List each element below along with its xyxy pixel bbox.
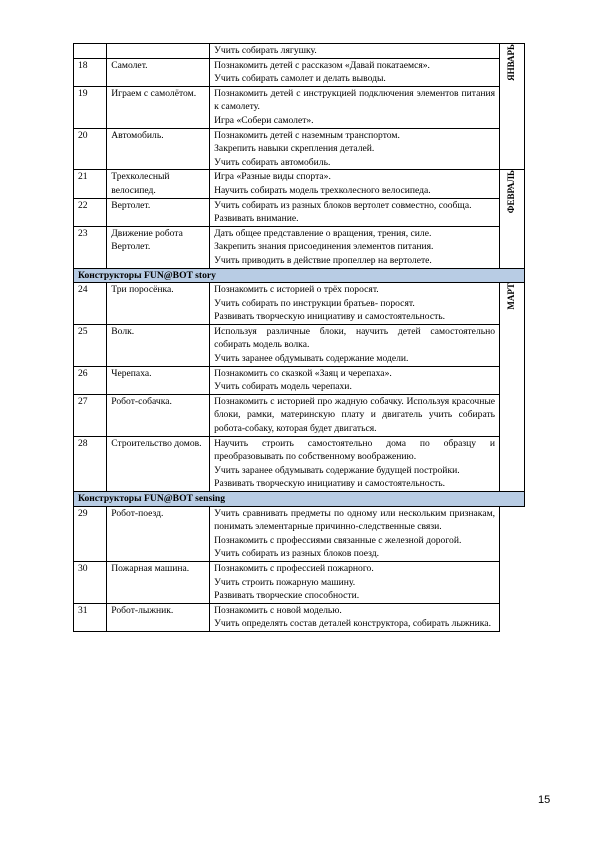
task-line: Учить собирать модель черепахи. xyxy=(214,381,352,393)
month-label: ФЕВРАЛЬ xyxy=(506,170,517,214)
task-line: Учить собирать самолет и делать выводы. xyxy=(214,73,386,85)
lesson-tasks xyxy=(210,226,500,268)
lesson-tasks xyxy=(210,58,500,86)
lesson-topic xyxy=(107,44,210,59)
lesson-tasks xyxy=(210,170,500,198)
section-header-row xyxy=(74,492,525,507)
lesson-tasks xyxy=(210,561,500,603)
task-line: Учить приводить в действие пропеллер на вертолете. xyxy=(214,254,432,266)
lesson-tasks xyxy=(210,283,500,325)
lesson-row xyxy=(74,436,525,491)
task-line: Развивать творческие способности. xyxy=(214,590,360,602)
lesson-number: 31 xyxy=(74,603,107,631)
lesson-topic: Играем с самолётом. xyxy=(107,86,210,128)
task-line: Познакомить детей с наземным транспортом. xyxy=(214,129,400,141)
task-line: Учить собирать по инструкции братьев- поросят. xyxy=(214,297,415,309)
lesson-number xyxy=(74,44,107,59)
task-line: Учить заранее обдумывать содержание модели. xyxy=(214,353,409,365)
task-line: Познакомить с историей о трёх поросят. xyxy=(214,284,379,296)
month-cell xyxy=(500,283,525,492)
page-number: 15 xyxy=(538,794,551,806)
lesson-topic: Черепаха. xyxy=(107,366,210,394)
task-line: Познакомить с профессиями связанные с железной дорогой. xyxy=(214,534,462,546)
lesson-row xyxy=(74,128,525,170)
task-line: Развивать творческую инициативу и самостоятельность. xyxy=(214,478,446,490)
lesson-number: 23 xyxy=(74,226,107,268)
lesson-number: 22 xyxy=(74,198,107,226)
lesson-row xyxy=(74,603,525,631)
lesson-number: 26 xyxy=(74,366,107,394)
lesson-tasks xyxy=(210,506,500,561)
lesson-row xyxy=(74,506,525,561)
task-line: Познакомить детей с инструкцией подключения элементов питания к самолету. xyxy=(214,87,496,113)
section-header-row xyxy=(74,268,525,283)
task-line: Используя различные блоки, научить детей самостоятельно собирать модель волка. xyxy=(214,325,496,351)
lesson-number: 30 xyxy=(74,561,107,603)
lesson-row xyxy=(74,198,525,226)
lesson-tasks xyxy=(210,44,500,59)
task-line: Развивать творческую инициативу и самостоятельность. xyxy=(214,311,446,323)
lesson-number: 21 xyxy=(74,170,107,198)
task-line: Закрепить навыки скрепления деталей. xyxy=(214,143,375,155)
lesson-number: 19 xyxy=(74,86,107,128)
task-line: Учить собирать лягушку. xyxy=(214,45,317,56)
month-cell xyxy=(500,170,525,268)
task-line: Закрепить знания присоединения элементов питания. xyxy=(214,241,434,253)
lesson-number: 20 xyxy=(74,128,107,170)
task-line: Познакомить детей с рассказом «Давай покатаемся». xyxy=(214,59,430,71)
lesson-number: 27 xyxy=(74,394,107,436)
lesson-tasks xyxy=(210,394,500,436)
lesson-row xyxy=(74,394,525,436)
lesson-number: 29 xyxy=(74,506,107,561)
lesson-topic: Строительство домов. xyxy=(107,436,210,491)
task-line: Научить строить самостоятельно дома по образцу и преобразовывать по собственному воображению. xyxy=(214,437,496,463)
task-line: Учить строить пожарную машину. xyxy=(214,576,356,588)
task-line: Учить заранее обдумывать содержание будущей постройки. xyxy=(214,464,460,476)
task-line: Научить собирать модель трехколесного велосипеда. xyxy=(214,184,431,196)
task-line: Игра «Разные виды спорта». xyxy=(214,171,331,183)
lesson-tasks xyxy=(210,603,500,631)
task-line: Познакомить с профессией пожарного. xyxy=(214,562,374,574)
lesson-tasks xyxy=(210,128,500,170)
lesson-row xyxy=(74,170,525,198)
task-line: Учить собирать автомобиль. xyxy=(214,156,331,168)
lesson-row xyxy=(74,44,525,59)
lesson-topic: Вертолет. xyxy=(107,198,210,226)
section-header: Конструкторы FUN@BOT story xyxy=(74,268,525,283)
month-label: МАРТ xyxy=(506,283,517,310)
task-line: Игра «Собери самолет». xyxy=(214,114,314,126)
month-cell xyxy=(500,44,525,170)
month-label: ЯНВАРЬ xyxy=(506,44,517,81)
task-line: Учить сравнивать предметы по одному или нескольким признакам, понимать элементарные причинно-следственные связи. xyxy=(214,507,496,533)
task-line: Познакомить со сказкой «Заяц и черепаха». xyxy=(214,367,392,379)
lesson-row xyxy=(74,283,525,325)
lesson-topic: Пожарная машина. xyxy=(107,561,210,603)
lesson-row xyxy=(74,324,525,366)
lesson-tasks xyxy=(210,86,500,128)
lesson-number: 25 xyxy=(74,324,107,366)
lesson-number: 24 xyxy=(74,283,107,325)
lesson-topic: Самолет. xyxy=(107,58,210,86)
lesson-row xyxy=(74,226,525,268)
lesson-tasks xyxy=(210,436,500,491)
lesson-topic: Робот-поезд. xyxy=(107,506,210,561)
lesson-topic: Робот-лыжник. xyxy=(107,603,210,631)
lesson-plan-table xyxy=(73,43,525,632)
lesson-number: 28 xyxy=(74,436,107,491)
task-line: Учить собирать из разных блоков вертолет совместно, сообща. xyxy=(214,199,472,211)
task-line: Учить определять состав деталей конструктора, собирать лыжника. xyxy=(214,618,491,630)
lesson-row xyxy=(74,58,525,86)
lesson-topic: Три поросёнка. xyxy=(107,283,210,325)
lesson-topic: Трехколесный велосипед. xyxy=(107,170,210,198)
task-line: Учить собирать из разных блоков поезд. xyxy=(214,548,380,560)
task-line: Познакомить с новой моделью. xyxy=(214,604,342,616)
lesson-topic: Движение робота Вертолет. xyxy=(107,226,210,268)
lesson-tasks xyxy=(210,198,500,226)
lesson-row xyxy=(74,366,525,394)
lesson-row xyxy=(74,86,525,128)
task-line: Познакомить с историей про жадную собачку. Используя красочные блоки, рамки, материнскую плату и двигатель учить собирать робота-собаку, которая будет двигаться. xyxy=(214,395,496,435)
lesson-tasks xyxy=(210,324,500,366)
lesson-number: 18 xyxy=(74,58,107,86)
section-header: Конструкторы FUN@BOT sensing xyxy=(74,492,525,507)
task-line: Развивать внимание. xyxy=(214,213,299,225)
lesson-row xyxy=(74,561,525,603)
lesson-topic: Робот-собачка. xyxy=(107,394,210,436)
lesson-topic: Автомобиль. xyxy=(107,128,210,170)
task-line: Дать общее представление о вращения, трения, силе. xyxy=(214,227,432,239)
lesson-tasks xyxy=(210,366,500,394)
lesson-topic: Волк. xyxy=(107,324,210,366)
